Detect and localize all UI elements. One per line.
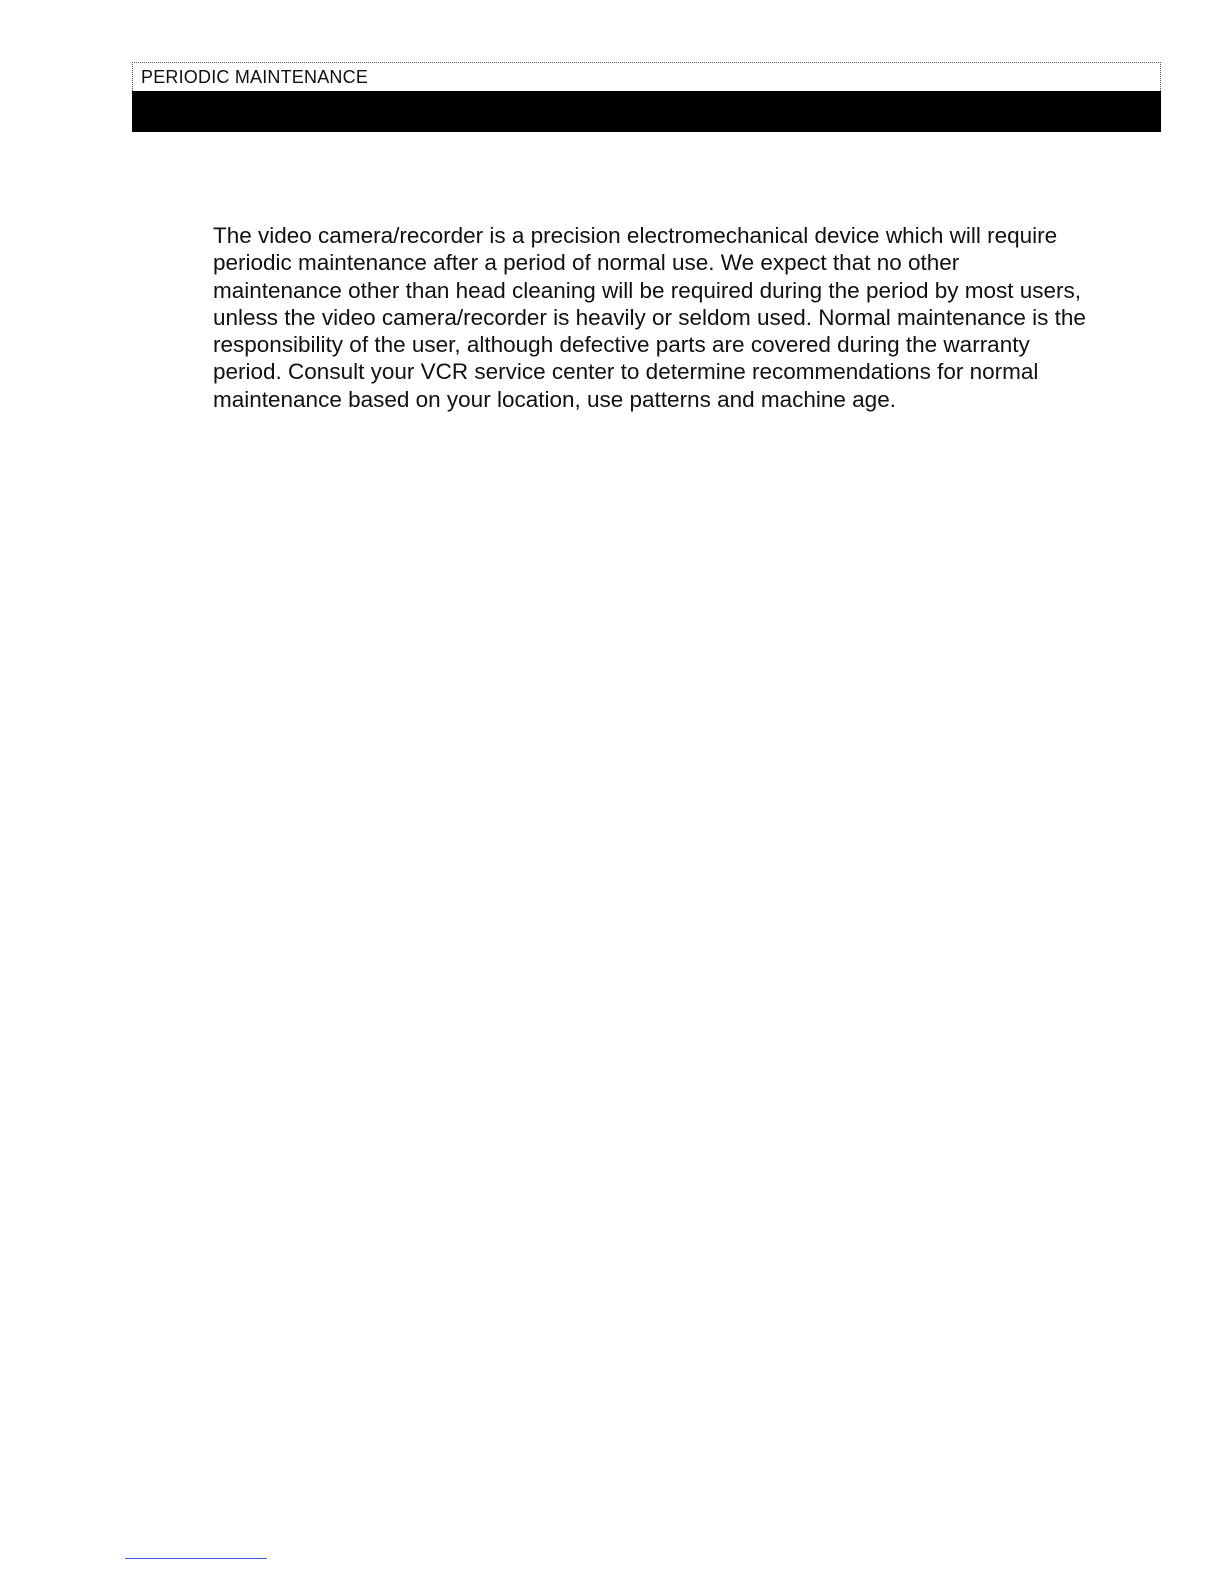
maintenance-paragraph: The video camera/recorder is a precision electromechanical device which will require periodic maintenance after a period of normal use. We expect that no other maintenance other than head cleaning will be required during the period by most users, unless the video camera/recorder is heavily or seldom used. Normal maintenance is the responsibility of the user, although defective parts are covered during the warranty period. Consult your VCR service center to determine recommendations for normal maintenance based on your location, use patterns and machine age. — [213, 223, 1086, 412]
section-header — [132, 62, 1161, 132]
footnote-divider — [125, 1558, 267, 1559]
section-header-bar — [132, 91, 1161, 132]
section-label-box — [132, 62, 1161, 91]
section-title: PERIODIC MAINTENANCE — [141, 67, 369, 87]
